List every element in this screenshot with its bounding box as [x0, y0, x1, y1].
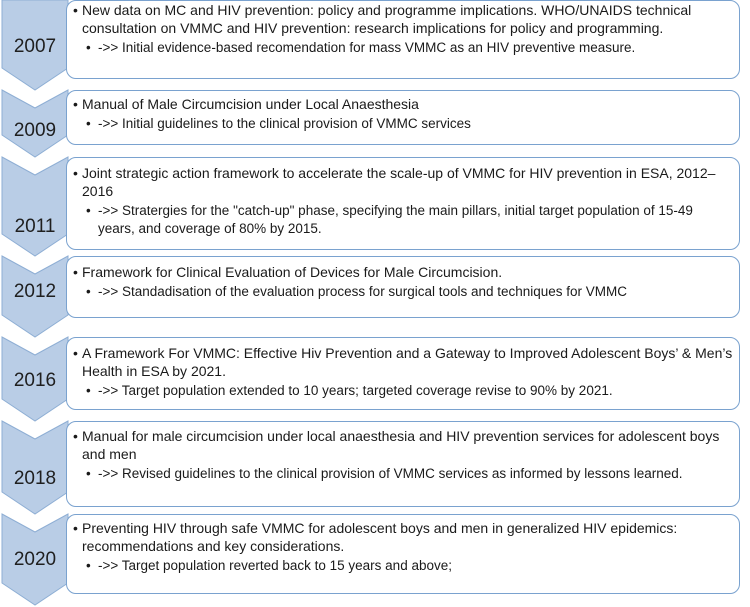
- year-label-2012: 2012: [13, 281, 57, 302]
- bullet-icon: •: [86, 558, 91, 573]
- entry-main-text: • Manual for male circumcision under local anaesthesia and HIV prevention services for adolescent boys and men: [73, 428, 720, 462]
- entry-main-text: • Joint strategic action framework to accelerate the scale-up of VMMC for HIV prevention in ESA, 2012–2016: [73, 165, 716, 199]
- bullet-icon: •: [73, 2, 78, 18]
- timeline-entry-2016: [66, 337, 740, 410]
- bullet-icon: •: [86, 466, 91, 481]
- entry-sub-text: • ->> Standadisation of the evaluation process for surgical tools and techniques for VMMC: [86, 284, 628, 299]
- bullet-icon: •: [86, 116, 91, 131]
- entry-sub-text: • ->> Initial evidence-based recomendation for mass VMMC as an HIV preventive measure.: [86, 40, 636, 55]
- bullet-icon: •: [73, 264, 78, 280]
- timeline-entry-2007: [66, 0, 740, 79]
- entry-sub-text: • ->> Initial guidelines to the clinical provision of VMMC services: [86, 116, 471, 131]
- year-label-2016: 2016: [13, 370, 57, 391]
- bullet-icon: •: [73, 96, 78, 112]
- entry-main-text: • New data on MC and HIV prevention: policy and programme implications. WHO/UNAIDS technical consultation on VMMC and HIV prevention: research implications for policy and programming.: [73, 2, 692, 36]
- timeline-entry-2011: [66, 157, 740, 250]
- chevron-arrow-2011: [2, 157, 68, 256]
- entry-main-text: • Preventing HIV through safe VMMC for adolescent boys and men in generalized HIV epidemics: recommendations and key considerations.: [73, 520, 678, 554]
- timeline-entry-2020: [66, 514, 740, 594]
- entry-main-text: • Framework for Clinical Evaluation of Devices for Male Circumcision.: [73, 264, 503, 280]
- bullet-icon: •: [86, 284, 91, 299]
- bullet-icon: •: [73, 165, 78, 181]
- entry-main-text: • A Framework For VMMC: Effective Hiv Prevention and a Gateway to Improved Adolescent Boys’ & Men’s Health in ESA by 2021.: [73, 345, 733, 379]
- entry-sub-text: • ->> Revised guidelines to the clinical provision of VMMC services as informed by lessons learned.: [86, 466, 683, 481]
- bullet-icon: •: [73, 520, 78, 536]
- year-label-2007: 2007: [13, 36, 57, 57]
- bullet-icon: •: [86, 383, 91, 398]
- timeline-entry-2012: [66, 256, 740, 318]
- entry-sub-text: • ->> Stratergies for the "catch-up" phase, specifying the main pillars, initial target population of 15-49 years, and coverage of 80% by 2015.: [86, 203, 693, 236]
- bullet-icon: •: [73, 345, 78, 361]
- entry-sub-text: • ->> Target population extended to 10 years; targeted coverage revise to 90% by 2021.: [86, 383, 613, 398]
- year-label-2011: 2011: [14, 216, 56, 237]
- bullet-icon: •: [73, 428, 78, 444]
- entry-main-text: • Manual of Male Circumcision under Local Anaesthesia: [73, 96, 419, 112]
- timeline-entry-2009: [66, 90, 740, 145]
- year-label-2020: 2020: [13, 549, 57, 570]
- entry-sub-text: • ->> Target population reverted back to 15 years and above;: [86, 558, 452, 573]
- bullet-icon: •: [86, 203, 91, 218]
- timeline-entry-2018: [66, 421, 740, 507]
- year-label-2009: 2009: [13, 120, 57, 141]
- year-label-2018: 2018: [13, 468, 57, 489]
- bullet-icon: •: [86, 40, 91, 55]
